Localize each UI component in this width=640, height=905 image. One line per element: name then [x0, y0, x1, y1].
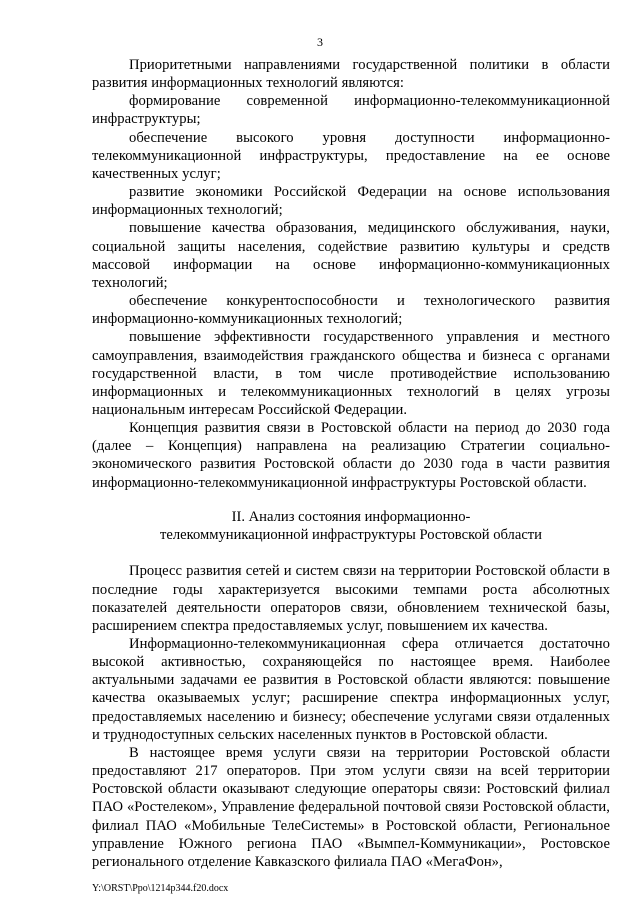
- section-heading: [92, 508, 610, 545]
- paragraph-analysis: Информационно-телекоммуникационная сфера отличается достаточно высокой активностью, сохраняющейся по настоящее время. Наиболее актуальными задачами ее развития в Ростовской области являются: повышение качества оказываемых услуг; расширение спектра информационных услуг, предоставляемых населению и бизнесу; обеспечение услугами связи отдаленных и труднодоступных сельских населенных пунктов в Ростовской области.: [92, 635, 610, 743]
- paragraph-priority-item: повышение качества образования, медицинского обслуживания, науки, социальной защиты населения, содействие развитию культуры и средств массовой информации на основе информационно-коммуникационных технологий;: [92, 220, 610, 291]
- paragraph-analysis: В настоящее время услуги связи на территории Ростовской области предоставляют 217 операторов. При этом услуги связи на всей территории Ростовской области оказывают следующие операторы связи: Ростовский филиал ПАО «Ростелеком», Управление федеральной почтовой связи Ростовской области, филиал ПАО «Мобильные ТелеСистемы» в Ростовской области, Региональное управление Южного региона ПАО «Вымпел-Коммуникации», Ростовское регионального отделение Кавказского филиала ПАО «МегаФон»,: [92, 744, 610, 870]
- paragraph-priority-item: развитие экономики Российской Федерации на основе использования информационных технологий;: [92, 184, 610, 219]
- section-heading-line: телекоммуникационной инфраструктуры Ростовской области: [160, 527, 542, 544]
- page-number: 3: [317, 35, 323, 49]
- paragraph-priority-item: обеспечение конкурентоспособности и технологического развития информационно-коммуникационных технологий;: [92, 293, 610, 328]
- paragraph-priority-item: формирование современной информационно-телекоммуникационной инфраструктуры;: [92, 93, 610, 128]
- section-heading-line: II. Анализ состояния информационно-: [231, 508, 471, 525]
- paragraph-concept: Концепция развития связи в Ростовской области на период до 2030 года (далее – Концепция) направлена на реализацию Стратегии социально-экономического развития Ростовской области до 2030 года в части развития информационно-телекоммуникационной инфраструктуры Ростовской области.: [92, 420, 610, 491]
- paragraph-priority-item: повышение эффективности государственного управления и местного самоуправления, взаимодействия гражданского общества и бизнеса с органами государственной власти, в том числе противодействие использованию информационных и телекоммуникационных технологий в целях угрозы национальным интересам Российской Федерации.: [92, 329, 610, 418]
- document-body: [92, 56, 610, 871]
- paragraph-priority-item: обеспечение высокого уровня доступности информационно-телекоммуникационной инфраструктуры, предоставление на ее основе качественных услуг;: [92, 129, 610, 182]
- paragraph-analysis: Процесс развития сетей и систем связи на территории Ростовской области в последние годы характеризуется высокими темпами роста абсолютных показателей деятельности операторов связи, обновлением технической базы, расширением спектра предоставляемых услуг, повышением их качества.: [92, 563, 610, 634]
- paragraph-priorities-intro: Приоритетными направлениями государственной политики в области развития информационных технологий являются:: [92, 57, 610, 92]
- footer-file-path: Y:\ORST\Ppo\1214p344.f20.docx: [92, 883, 229, 894]
